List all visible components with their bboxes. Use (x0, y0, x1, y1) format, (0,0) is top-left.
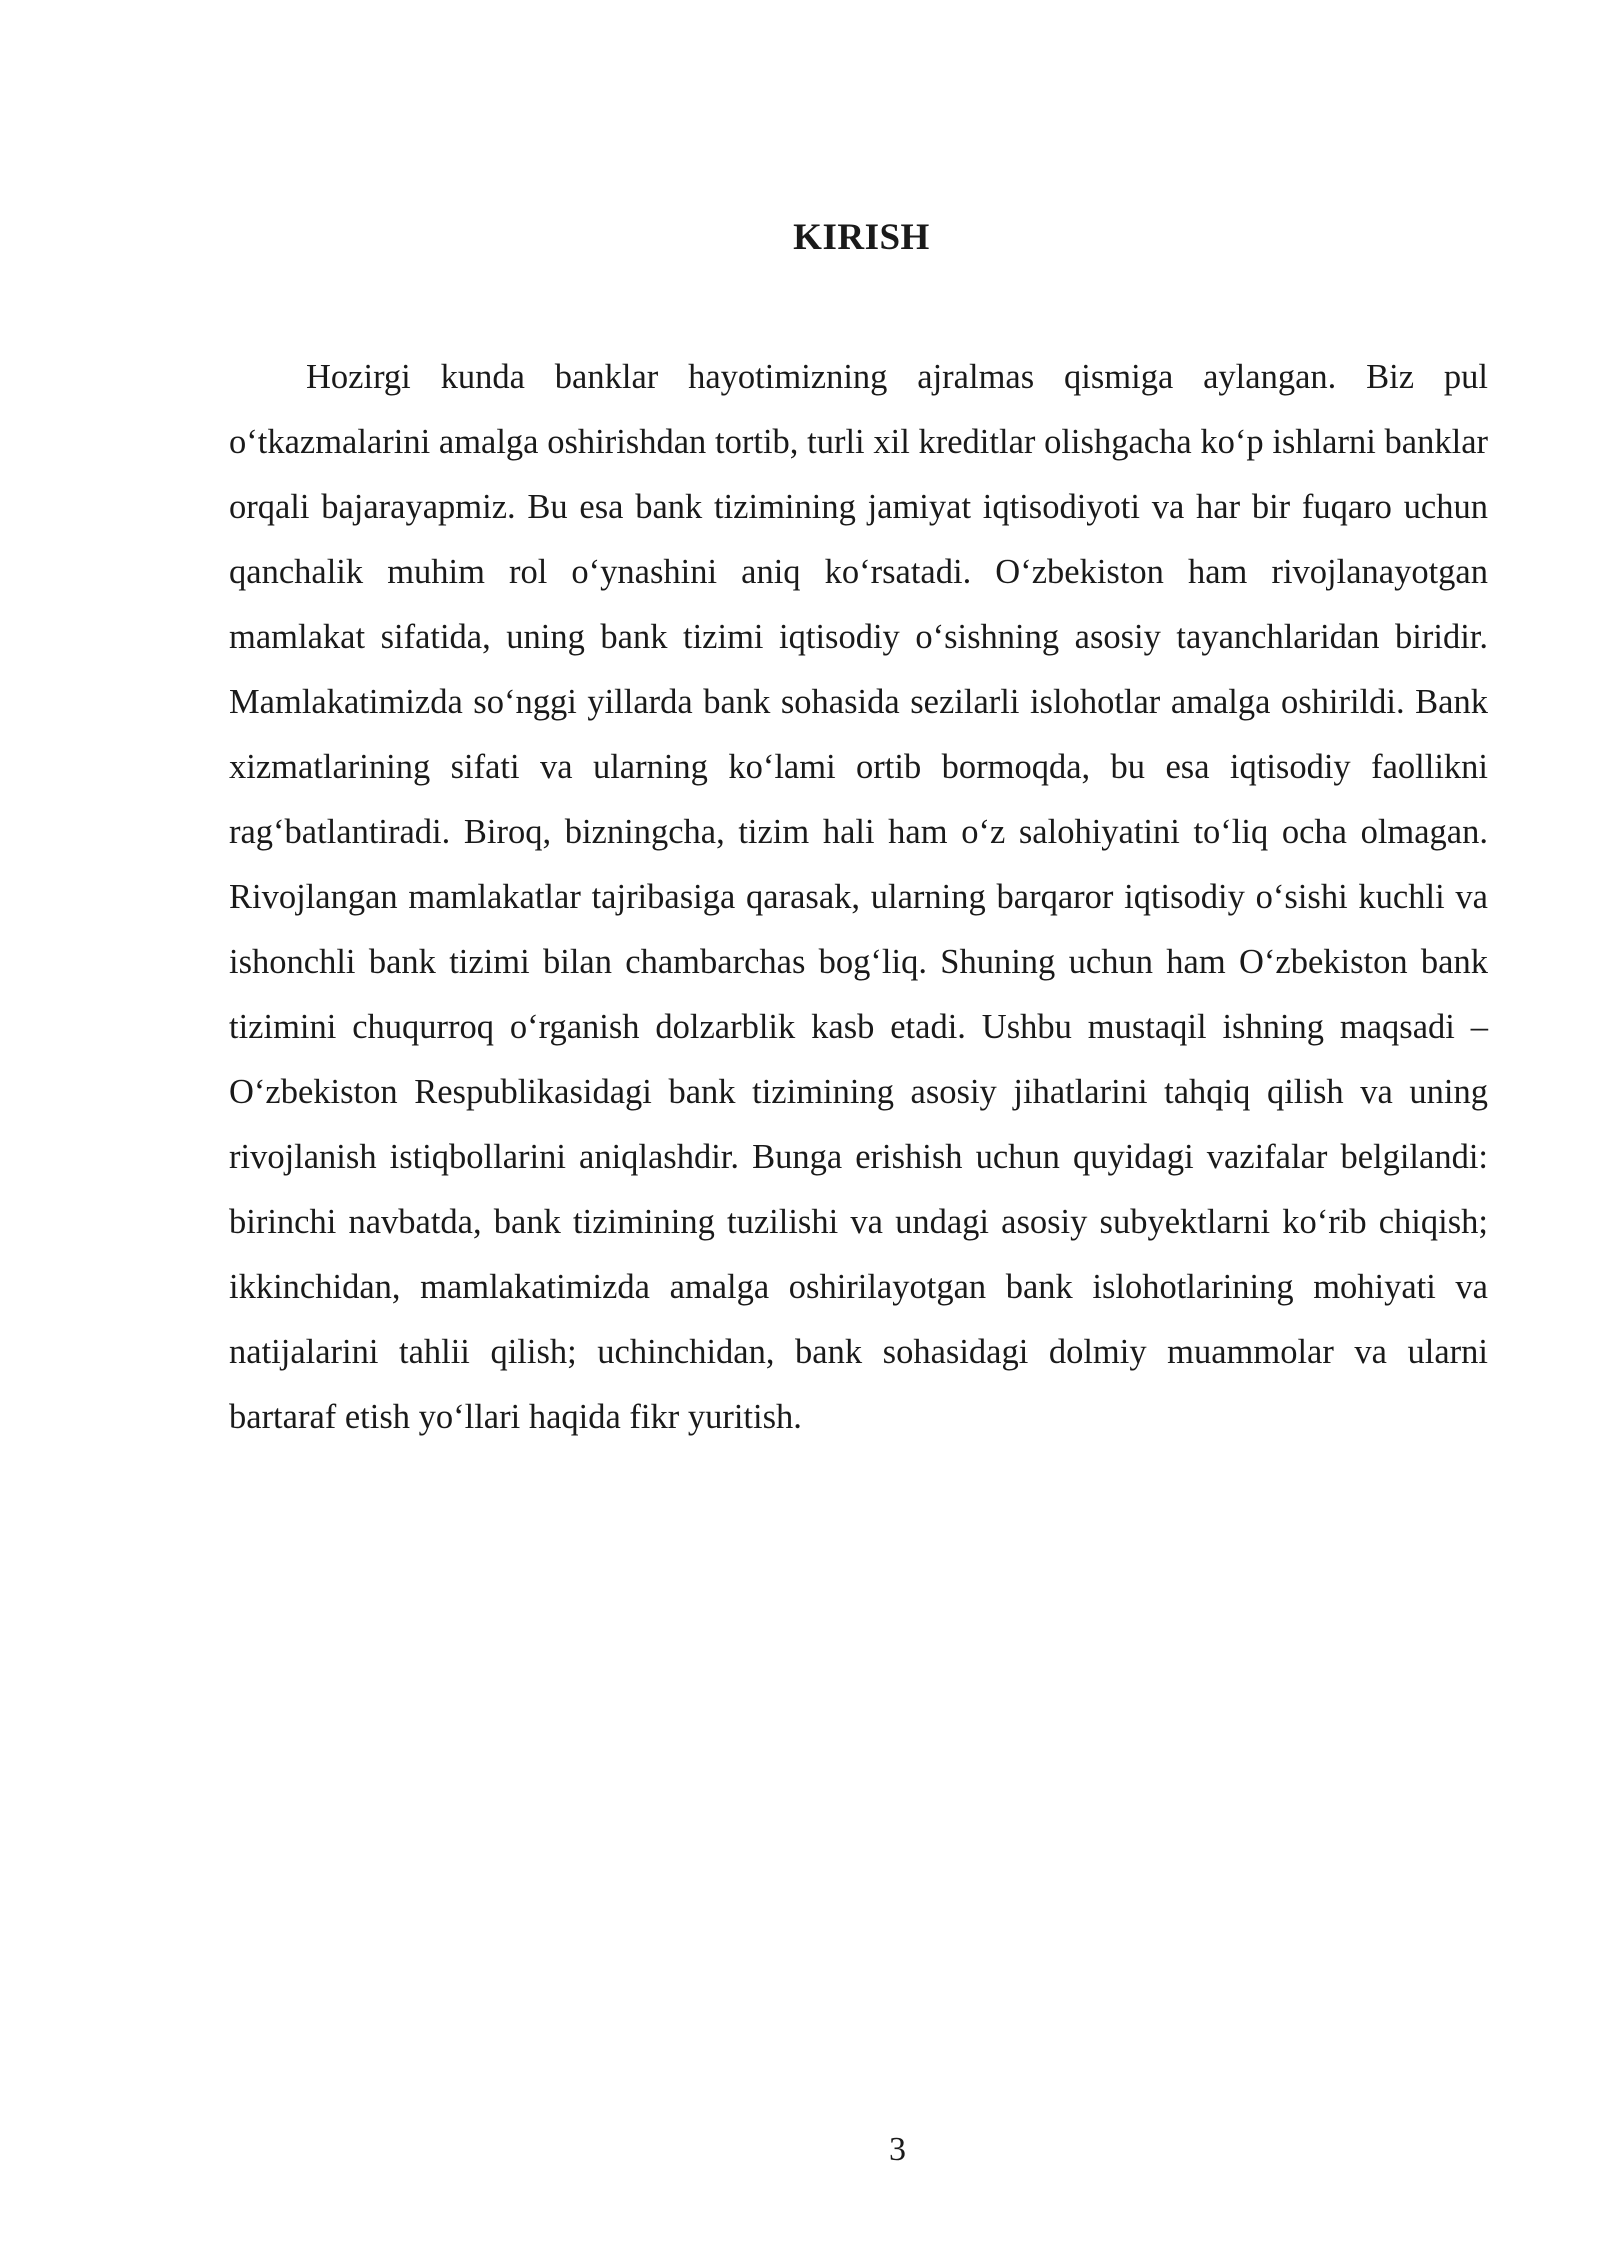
page-number: 3 (889, 2131, 906, 2168)
body-paragraph: Hozirgi kunda banklar hayotimizning ajralmas qismiga aylangan. Biz pul o‘tkazmalarini amalga oshirishdan tortib, turli xil kreditlar olishgacha ko‘p ishlarni banklar orqali bajarayapmiz. Bu esa bank tizimining jamiyat iqtisodiyoti va har bir fuqaro uchun qanchalik muhim rol o‘ynashini aniq ko‘rsatadi. O‘zbekiston ham rivojlanayotgan mamlakat sifatida, uning bank tizimi iqtisodiy o‘sishning asosiy tayanchlaridan biridir. Mamlakatimizda so‘nggi yillarda bank sohasida sezilarli islohotlar amalga oshirildi. Bank xizmatlarining sifati va ularning ko‘lami ortib bormoqda, bu esa iqtisodiy faollikni rag‘batlantiradi. Biroq, bizningcha, tizim hali ham o‘z salohiyatini to‘liq ocha olmagan. Rivojlangan mamlakatlar tajribasiga qarasak, ularning barqaror iqtisodiy o‘sishi kuchli va ishonchli bank tizimi bilan chambarchas bog‘liq. Shuning uchun ham O‘zbekiston bank tizimini chuqurroq o‘rganish dolzarblik kasb etadi. Ushbu mustaqil ishning maqsadi – O‘zbekiston Respublikasidagi bank tizimining asosiy jihatlarini tahqiq qilish va uning rivojlanish istiqbollarini aniqlashdir. Bunga erishish uchun quyidagi vazifalar belgilandi: birinchi navbatda, bank tizimining tuzilishi va undagi asosiy subyektlarni ko‘rib chiqish; ikkinchidan, mamlakatimizda amalga oshirilayotgan bank islohotlarining mohiyati va natijalarini tahlii qilish; uchinchidan, bank sohasidagi dolmiy muammolar va ularni bartaraf etish yo‘llari haqida fikr yuritish. (229, 358, 1488, 1436)
section-heading: KIRISH (793, 217, 930, 258)
